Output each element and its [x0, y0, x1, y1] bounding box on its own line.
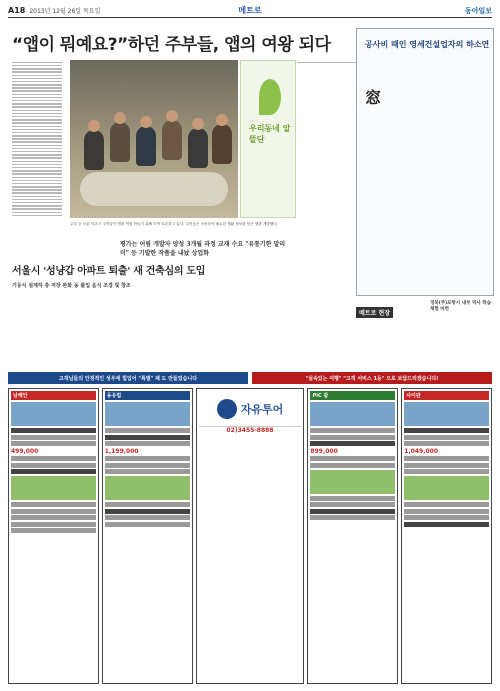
ad-column-1 [8, 388, 99, 684]
ad-column-2 [102, 388, 193, 684]
page-number: A18 [8, 6, 26, 15]
second-story-subtitle: 기둥식 설계하 층 저장 완화 동 출입 음식 조경 및 창조 [12, 283, 131, 289]
ad-4-price: 899,000 [310, 447, 338, 455]
ad-1-price: 499,000 [11, 447, 39, 455]
ad-banner-left: 고객님들의 안정적인 성우에 힘입어 "특별" 제 도 만들었습니다 [8, 372, 248, 384]
side-news-box [430, 300, 494, 312]
metro-news-box [356, 300, 426, 360]
story-text-col-right [298, 60, 356, 65]
story-text-col-1 [12, 60, 62, 218]
header-right [465, 6, 492, 16]
page-date: 2013년 12월 26일 목요일 [29, 8, 101, 15]
column-icon-char: 窓 [365, 88, 382, 107]
metro-news-title: 메트로 현장 [356, 307, 393, 318]
ad-4-heading: PIC 괌 [310, 391, 395, 400]
app-book-image [240, 60, 296, 218]
column-title: 공사비 때인 영세건설업자의 하소연 [365, 40, 490, 49]
ad-banner-strip [8, 372, 492, 384]
photo-caption: 주부 등 서울 서초구 주민들이 앱을 직접 만들기 위해 모여 토론하고 있다. 주민들은 자신들이 필요한 생활 정보를 담은 앱을 개발했다. [70, 222, 278, 226]
ad-5-price: 1,049,000 [404, 447, 439, 455]
paper-name: 동아일보 [464, 6, 492, 15]
page-header [8, 4, 492, 18]
side-news-title: 경북(주)포항시 내부 역사 학습체험 마련 [430, 301, 491, 312]
center-ad [196, 388, 305, 684]
story-subhead: 평가는 어림 개발자 양성 3개월 과정 교재 수요 "유통기한 알리미" 등 기발한 작품을 내놨 상업화 [120, 241, 286, 257]
brand-logo-icon [217, 399, 237, 419]
main-photo [70, 60, 238, 218]
opinion-column [356, 28, 494, 296]
main-headline: “앱이 뭐예요?”하던 주부들, 앱의 여왕 되다 [12, 35, 331, 55]
ad-banner-right: "실속있는 여행" "고객 서비스 1등" 으로 보답드리겠습니다! [252, 372, 492, 384]
ad-column-5 [401, 388, 492, 684]
ad-1-heading: 남해안 [11, 391, 96, 400]
brand-name: 자유투어 [240, 402, 284, 416]
brand-phone: 02)3455-8888 [226, 427, 274, 434]
second-story-title: 서울시 '성냥갑 아파트 퇴출' 새 건축심의 도입 [12, 266, 206, 277]
ad-5-heading: 사이판 [404, 391, 489, 400]
book-title: 우리동네 알뜰단 [249, 124, 291, 144]
ad-column-4 [307, 388, 398, 684]
ad-2-price: 1,199,000 [104, 447, 139, 455]
section-title: 메트로 [238, 6, 262, 15]
ad-2-heading: 동유럽 [105, 391, 190, 400]
travel-ads [8, 388, 492, 684]
brand-logo [199, 391, 302, 427]
